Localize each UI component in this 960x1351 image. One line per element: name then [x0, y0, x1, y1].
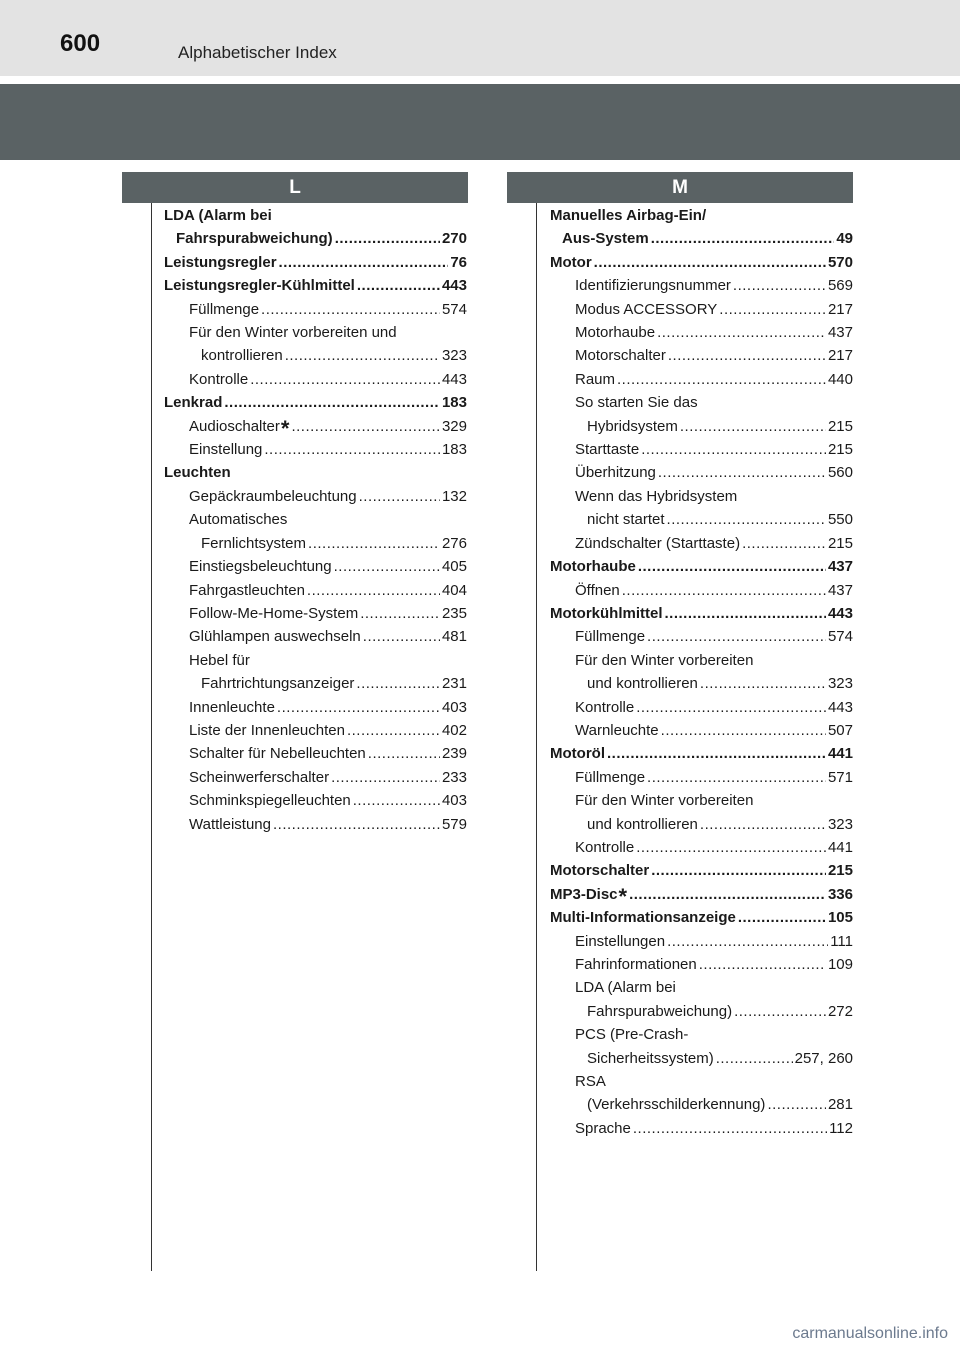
index-entry-page[interactable]: 239 [441, 745, 467, 763]
index-entry [550, 555, 853, 578]
index-entry-term: Sprache [575, 1119, 631, 1137]
index-entry-page[interactable]: 481 [441, 628, 467, 646]
section-header-m: M [507, 172, 853, 203]
index-entry-term: Warnleuchte [575, 721, 659, 739]
index-entry-term: Follow-Me-Home-System [189, 604, 359, 622]
index-entry [550, 532, 853, 555]
index-entry-term: Audioschalter [189, 417, 280, 435]
index-entry-page[interactable]: 112 [829, 1119, 853, 1137]
index-entry [164, 251, 467, 274]
dot-leader [667, 930, 828, 953]
index-entry-term: kontrollieren [201, 347, 283, 365]
index-entry [164, 625, 467, 648]
index-entry-page[interactable]: 233 [441, 768, 467, 786]
index-entry-page[interactable]: 507 [827, 721, 853, 739]
index-entry-term: Motoröl [550, 745, 605, 763]
index-entry-term: Wenn das Hybridsystem [575, 487, 738, 505]
dot-leader [261, 298, 440, 321]
index-entry: Audioschalter * ..... 329 [164, 415, 467, 438]
index-entry-term: Fahrinformationen [575, 956, 697, 973]
index-entry-term: RSA [575, 1073, 606, 1091]
index-entry-term: nicht startet [587, 511, 665, 529]
index-entry [164, 696, 467, 719]
index-entry-page[interactable]: 443 [441, 277, 467, 295]
index-entry [550, 344, 853, 367]
index-entry [550, 859, 853, 882]
index-entry-page[interactable]: 574 [827, 628, 853, 646]
dot-leader [767, 1093, 826, 1116]
dot-leader [622, 579, 826, 602]
index-column-m [550, 204, 853, 1140]
index-entry-page[interactable]: 215 [827, 534, 853, 552]
page-title: Alphabetischer Index [178, 43, 337, 62]
index-entry-term: Fernlichtsystem [201, 534, 307, 552]
dot-leader [360, 602, 440, 625]
dot-leader [359, 485, 440, 508]
index-entry-term: Aus-System [562, 230, 649, 248]
dot-leader [629, 883, 826, 906]
index-entry-page[interactable]: 437 [827, 324, 853, 342]
index-entry-term: Für den Winter vorbereiten [575, 792, 754, 810]
index-entry-term: Identifizierungsnummer [575, 277, 731, 295]
index-entry [550, 602, 853, 625]
index-entry-term: Füllmenge [189, 300, 260, 318]
index-entry-page[interactable]: 443 [827, 698, 853, 716]
dot-leader [335, 227, 440, 250]
index-entry-page[interactable]: 217 [827, 300, 853, 318]
index-entry-page[interactable]: 183 [441, 441, 467, 459]
index-entry [550, 719, 853, 742]
index-entry-page[interactable]: 574 [441, 300, 467, 318]
index-entry-page[interactable]: 183 [441, 394, 467, 412]
dot-leader [636, 836, 826, 859]
index-entry-term: Glühlampen auswechseln [189, 628, 361, 646]
index-entry [164, 461, 467, 484]
dot-leader [273, 813, 440, 836]
dot-leader [641, 438, 826, 461]
index-entry-term: Kontrolle [189, 370, 249, 388]
index-entry-term: Manuelles Airbag-Ein/ [550, 207, 707, 224]
dot-leader [285, 344, 440, 367]
dot-leader [668, 344, 826, 367]
index-entry-term: Fahrtrichtungsanzeiger [201, 675, 355, 693]
index-entry-page[interactable]: 109 [827, 956, 853, 973]
index-entry-page[interactable]: 550 [827, 511, 853, 529]
index-entry [550, 251, 853, 274]
index-entry [164, 766, 467, 789]
index-entry [164, 298, 467, 321]
index-entry-page[interactable]: 111 [830, 932, 853, 950]
index-entry-term: Überhitzung [575, 464, 656, 482]
dot-leader [264, 438, 440, 461]
index-entry [164, 579, 467, 602]
index-entry-page[interactable]: 217 [827, 347, 853, 365]
index-entry-term: Motorschalter [575, 347, 666, 365]
index-entry: MP3-Disc * ..... 336 [550, 883, 853, 906]
index-entry [550, 625, 853, 648]
index-entry-page[interactable]: 257, 260 [794, 1049, 853, 1067]
index-entry [550, 836, 853, 859]
dot-leader [277, 696, 440, 719]
dot-leader [658, 461, 826, 484]
index-entry [164, 602, 467, 625]
index-entry-page[interactable]: 323 [827, 675, 853, 693]
dot-leader [699, 953, 826, 976]
index-entry-page[interactable]: 402 [441, 721, 467, 739]
index-entry [550, 415, 853, 438]
dot-leader [733, 274, 826, 297]
dot-leader [307, 579, 440, 602]
index-entry [550, 391, 853, 414]
dot-leader [636, 696, 826, 719]
dot-leader [638, 555, 826, 578]
index-entry [164, 227, 467, 250]
index-entry [550, 204, 853, 227]
index-entry [164, 391, 467, 414]
index-entry-term: PCS (Pre-Crash- [575, 1026, 689, 1044]
index-entry-page[interactable]: 215 [827, 862, 853, 880]
dot-leader [647, 625, 826, 648]
index-entry-term: Schalter für Nebelleuchten [189, 745, 366, 763]
dot-leader [357, 274, 440, 297]
index-entry [550, 742, 853, 765]
index-entry-page[interactable]: 443 [827, 604, 853, 622]
index-entry [164, 204, 467, 227]
index-entry [164, 368, 467, 391]
index-entry [164, 321, 467, 344]
index-entry-page[interactable]: 231 [441, 675, 467, 693]
index-entry-term: Motorhaube [550, 558, 636, 576]
index-entry [164, 438, 467, 461]
dot-leader [353, 789, 440, 812]
index-entry-page[interactable]: 570 [827, 253, 853, 271]
index-entry-term: Einstellungen [575, 932, 666, 950]
index-entry-page[interactable]: 276 [441, 534, 467, 552]
dot-leader [334, 555, 440, 578]
index-entry-term: Motorkühlmittel [550, 604, 663, 622]
index-column-l [164, 204, 467, 836]
index-entry [550, 789, 853, 812]
index-entry-page[interactable]: 403 [441, 792, 467, 810]
index-entry [164, 344, 467, 367]
index-entry [550, 1000, 853, 1023]
index-entry-page[interactable]: 336 [827, 885, 853, 903]
index-entry [550, 906, 853, 929]
index-entry-page[interactable]: 132 [441, 487, 467, 505]
dot-leader [279, 251, 449, 274]
index-entry-term: Hybridsystem [587, 417, 678, 435]
dot-leader [617, 368, 826, 391]
index-entry-term: Einstellung [189, 441, 263, 459]
index-entry-term: Schminkspiegelleuchten [189, 792, 351, 810]
dot-leader [594, 251, 826, 274]
index-entry [550, 953, 853, 976]
index-entry [550, 274, 853, 297]
index-entry [550, 1047, 853, 1070]
index-entry-term: Zündschalter (Starttaste) [575, 534, 741, 552]
index-entry-page[interactable]: 571 [827, 768, 853, 786]
index-entry-term: Hebel für [189, 651, 250, 669]
index-entry-page[interactable]: 579 [441, 815, 467, 833]
index-entry-page[interactable]: 270 [441, 230, 467, 248]
column-divider-right [536, 203, 537, 1271]
index-entry-term: Scheinwerferschalter [189, 768, 330, 786]
index-entry-term: Fahrgastleuchten [189, 581, 305, 599]
index-entry [550, 438, 853, 461]
index-entry-page[interactable]: 569 [827, 277, 853, 295]
index-entry-term: und kontrollieren [587, 815, 698, 833]
index-entry [164, 532, 467, 555]
dot-leader [308, 532, 440, 555]
index-entry [164, 789, 467, 812]
index-entry [550, 508, 853, 531]
dot-leader [651, 227, 835, 250]
index-entry [550, 1117, 853, 1140]
dot-leader [607, 742, 826, 765]
dot-leader [651, 859, 826, 882]
dot-leader [224, 391, 440, 414]
index-entry-term: Füllmenge [575, 768, 646, 786]
dot-leader [700, 672, 826, 695]
index-entry-term: Gepäckraumbeleuchtung [189, 487, 357, 505]
watermark: carmanualsonline.info [792, 1325, 948, 1342]
index-entry-term: Lenkrad [164, 394, 223, 412]
index-entry-term: Füllmenge [575, 628, 646, 646]
index-entry [550, 1023, 853, 1046]
index-entry-page[interactable]: 215 [827, 417, 853, 435]
index-entry-term: Leuchten [164, 464, 231, 482]
index-entry-page[interactable]: 329 [441, 417, 467, 435]
index-entry-term: Fahrspurabweichung) [176, 230, 333, 248]
dot-leader [700, 813, 826, 836]
dot-leader [661, 719, 826, 742]
index-entry-page[interactable]: 76 [450, 253, 467, 271]
dot-leader [734, 1000, 826, 1023]
index-entry-term: Kontrolle [575, 698, 635, 716]
index-entry-page[interactable]: 323 [827, 815, 853, 833]
index-entry-term: Motorhaube [575, 324, 656, 342]
dot-leader [665, 602, 826, 625]
index-entry [164, 649, 467, 672]
index-entry-term: Für den Winter vorbereiten [575, 651, 754, 669]
dot-leader [363, 625, 440, 648]
column-divider-left [151, 203, 152, 1271]
dot-leader [680, 415, 826, 438]
index-entry-page[interactable]: 272 [827, 1002, 853, 1020]
index-entry [550, 485, 853, 508]
index-entry [550, 579, 853, 602]
index-entry-term: Raum [575, 370, 616, 388]
index-entry [164, 719, 467, 742]
dot-leader [657, 321, 826, 344]
index-entry-term: Multi-Informationsanzeige [550, 909, 736, 927]
index-entry-page[interactable]: 405 [441, 558, 467, 576]
index-entry-term: Kontrolle [575, 838, 635, 856]
section-header-l: L [122, 172, 468, 203]
dot-leader [347, 719, 440, 742]
index-entry-term: Fahrspurabweichung) [587, 1002, 733, 1020]
index-entry-term: Innenleuchte [189, 698, 275, 716]
index-entry [164, 508, 467, 531]
index-entry-term: Modus ACCESSORY [575, 300, 718, 318]
index-entry-term: So starten Sie das [575, 394, 698, 412]
index-entry-term: Wattleistung [189, 815, 271, 833]
dot-leader [738, 906, 826, 929]
index-entry-term: LDA (Alarm bei [164, 207, 272, 224]
index-entry [550, 930, 853, 953]
index-entry-term: Liste der Innenleuchten [189, 721, 345, 739]
header-bar [0, 0, 960, 76]
index-entry [550, 461, 853, 484]
dot-leader [667, 508, 826, 531]
index-entry-page[interactable]: 215 [827, 441, 853, 459]
index-entry-term: Motorschalter [550, 862, 650, 880]
index-entry-page[interactable]: 440 [827, 370, 853, 388]
index-entry [550, 1070, 853, 1093]
index-entry [550, 298, 853, 321]
index-entry [550, 321, 853, 344]
dot-leader [716, 1047, 793, 1070]
index-entry [164, 813, 467, 836]
page-number: 600 [60, 30, 101, 57]
index-entry [550, 813, 853, 836]
index-entry-term: Automatisches [189, 511, 288, 529]
index-entry-page[interactable]: 323 [441, 347, 467, 365]
index-entry [164, 274, 467, 297]
index-entry [550, 649, 853, 672]
dot-leader [719, 298, 826, 321]
index-entry-page[interactable]: 105 [827, 909, 853, 927]
index-entry-term: Motor [550, 253, 592, 271]
index-entry-term: Für den Winter vorbereiten und [189, 324, 397, 342]
index-entry-page[interactable]: 443 [441, 370, 467, 388]
index-entry [550, 368, 853, 391]
index-entry-page[interactable]: 281 [827, 1096, 853, 1114]
index-entry-page[interactable]: 49 [836, 230, 853, 248]
index-entry-page[interactable]: 403 [441, 698, 467, 716]
dot-leader [356, 672, 440, 695]
index-entry-term: LDA (Alarm bei [575, 979, 676, 997]
index-entry [164, 555, 467, 578]
index-entry [550, 1093, 853, 1116]
dot-leader [291, 415, 440, 438]
index-entry-term: MP3-Disc [550, 885, 618, 903]
index-entry-term: (Verkehrsschilderkennung) [587, 1096, 766, 1114]
index-entry-page[interactable]: 560 [827, 464, 853, 482]
header-band [0, 84, 960, 160]
index-entry-term: Leistungsregler-Kühlmittel [164, 277, 355, 295]
index-entry [550, 696, 853, 719]
index-entry-page[interactable]: 404 [441, 581, 467, 599]
index-entry-page[interactable]: 441 [827, 745, 853, 763]
dot-leader [331, 766, 440, 789]
index-entry-page[interactable]: 235 [441, 604, 467, 622]
index-entry [550, 766, 853, 789]
dot-leader [633, 1117, 827, 1140]
index-entry [164, 672, 467, 695]
index-entry-term: Sicherheitssystem) [587, 1049, 714, 1067]
index-entry-term: Öffnen [575, 581, 620, 599]
dot-leader [742, 532, 826, 555]
index-entry-term: und kontrollieren [587, 675, 698, 693]
index-entry-term: Starttaste [575, 441, 640, 459]
index-entry-page[interactable]: 437 [827, 581, 853, 599]
index-entry-term: Leistungsregler [164, 253, 277, 271]
index-entry-term: Einstiegsbeleuchtung [189, 558, 332, 576]
index-entry-page[interactable]: 437 [827, 558, 853, 576]
index-entry [550, 672, 853, 695]
dot-leader [647, 766, 826, 789]
index-entry [550, 227, 853, 250]
index-entry-page[interactable]: 441 [827, 838, 853, 856]
index-entry [550, 976, 853, 999]
dot-leader [250, 368, 440, 391]
index-entry [164, 485, 467, 508]
dot-leader [368, 742, 440, 765]
index-entry [164, 742, 467, 765]
